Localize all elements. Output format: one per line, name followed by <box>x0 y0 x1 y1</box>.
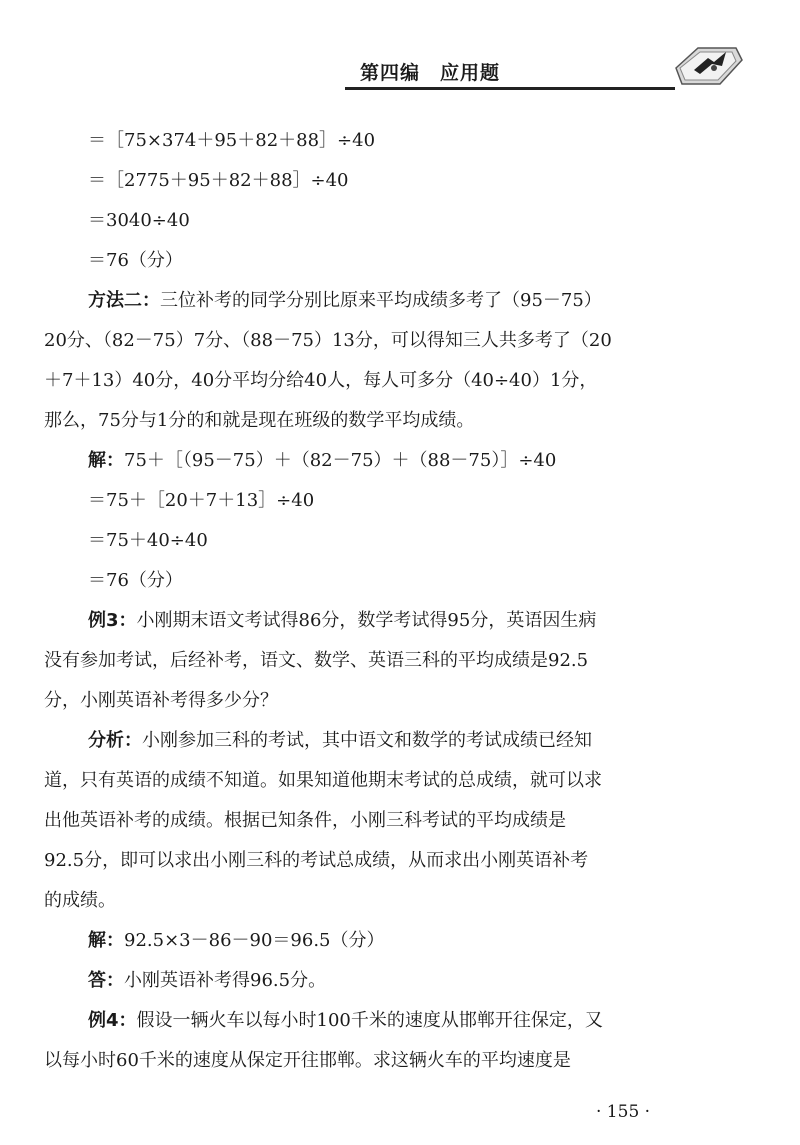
section-header-title: 第四编 应用题 <box>360 62 501 84</box>
answer-three-line <box>88 969 326 993</box>
analysis-text: 小刚参加三科的考试，其中语文和数学的考试成绩已经知 <box>142 730 592 751</box>
header-emblem-icon <box>668 38 748 94</box>
analysis-line-2: 道，只有英语的成绩不知道。如果知道他期末考试的总成绩，就可以求 <box>44 770 602 791</box>
solution-label: 解： <box>88 450 124 471</box>
solution-two-line-3: ＝75＋40÷40 <box>88 530 208 551</box>
calc-line-1: ＝［75×374＋95＋82＋88］÷40 <box>88 130 376 151</box>
example-four-label: 例4： <box>88 1010 137 1031</box>
method-two-line-3: ＋7＋13）40分，40分平均分给40人，每人可多分（40÷40）1分， <box>44 370 598 391</box>
example-three-line-2: 没有参加考试，后经补考，语文、数学、英语三科的平均成绩是92.5 <box>44 650 589 671</box>
solution-three-label: 解： <box>88 930 124 951</box>
solution-two-line-1 <box>88 449 556 473</box>
method-two-paragraph-line-1 <box>88 289 602 313</box>
example-four-line-1 <box>88 1009 603 1033</box>
example-three-label: 例3： <box>88 610 137 631</box>
calc-line-4: ＝76（分） <box>88 250 183 271</box>
method-two-line-2: 20分、（82－75）7分、（88－75）13分，可以得知三人共多考了（20 <box>44 330 612 351</box>
example-three-line-1 <box>88 609 596 633</box>
analysis-line-1 <box>88 729 592 753</box>
solution-two-line-4: ＝76（分） <box>88 570 183 591</box>
header-rule <box>345 87 675 90</box>
analysis-label: 分析： <box>88 730 142 751</box>
page-number: · 155 · <box>596 1102 651 1122</box>
method-two-text: 三位补考的同学分别比原来平均成绩多考了（95－75） <box>160 290 602 311</box>
solution-three-expression: 92.5×3－86－90＝96.5（分） <box>124 930 385 951</box>
answer-label: 答： <box>88 970 124 991</box>
example-four-text: 假设一辆火车以每小时100千米的速度从邯郸开往保定，又 <box>136 1010 603 1031</box>
calc-line-2: ＝［2775＋95＋82＋88］÷40 <box>88 170 349 191</box>
solution-three-line <box>88 929 385 953</box>
analysis-line-4: 92.5分，即可以求出小刚三科的考试总成绩，从而求出小刚英语补考 <box>44 850 589 871</box>
analysis-line-3: 出他英语补考的成绩。根据已知条件，小刚三科考试的平均成绩是 <box>44 810 566 831</box>
example-four-line-2: 以每小时60千米的速度从保定开往邯郸。求这辆火车的平均速度是 <box>44 1050 571 1071</box>
calc-line-3: ＝3040÷40 <box>88 210 190 231</box>
answer-three-text: 小刚英语补考得96.5分。 <box>124 970 327 991</box>
method-two-line-4: 那么，75分与1分的和就是现在班级的数学平均成绩。 <box>44 410 475 431</box>
example-three-text: 小刚期末语文考试得86分，数学考试得95分，英语因生病 <box>136 610 597 631</box>
solution-two-expression: 75＋［（95－75）＋（82－75）＋（88－75）］÷40 <box>124 450 557 471</box>
method-two-label: 方法二： <box>88 290 160 311</box>
analysis-line-5: 的成绩。 <box>44 890 116 911</box>
example-three-line-3: 分，小刚英语补考得多少分？ <box>44 690 278 711</box>
solution-two-line-2: ＝75＋［20＋7＋13］÷40 <box>88 490 315 511</box>
